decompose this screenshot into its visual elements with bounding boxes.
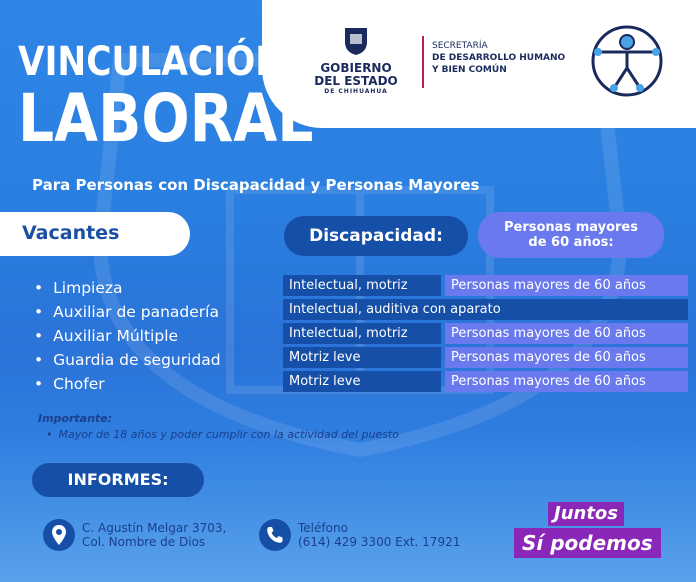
secretaria-line-2: DE DESARROLLO HUMANO <box>432 53 566 63</box>
gov-line-3: DE CHIHUAHUA <box>324 88 388 95</box>
title-line-2: LABORAL <box>18 80 314 157</box>
vacante-item: • Limpieza <box>34 276 221 300</box>
logo-divider <box>422 36 424 88</box>
discapacidad-cell: Motriz leve <box>283 347 441 368</box>
mayores-cell: Personas mayores de 60 años <box>445 347 688 368</box>
address-line-2: Col. Nombre de Dios <box>82 535 206 549</box>
mayores-cell: Personas mayores de 60 años <box>445 371 688 392</box>
phone-icon <box>258 518 292 552</box>
gov-logo <box>306 26 406 95</box>
gov-line-2: DEL ESTADO <box>314 74 398 88</box>
vacante-item: • Chofer <box>34 372 221 396</box>
mayores-header <box>478 212 664 258</box>
secretaria-text <box>432 40 565 76</box>
accessibility-icon <box>588 22 666 100</box>
mayores-cell: Personas mayores de 60 años <box>445 323 688 344</box>
subtitle: Para Personas con Discapacidad y Personas Mayores <box>32 176 480 194</box>
slogan <box>510 502 666 562</box>
phone <box>298 521 460 549</box>
slogan-line-1: Juntos <box>548 502 624 526</box>
discapacidad-cell: Intelectual, motriz <box>283 275 441 296</box>
discapacidad-cell: Intelectual, auditiva con aparato <box>283 299 688 320</box>
importante-label: Importante: <box>38 412 113 425</box>
location-pin-icon <box>42 518 76 552</box>
address <box>82 521 226 549</box>
slogan-line-2: Sí podemos <box>514 528 661 558</box>
vacantes-header <box>0 212 190 256</box>
discapacidad-cell: Intelectual, motriz <box>283 323 441 344</box>
vacantes-list <box>34 276 221 396</box>
mayores-cell: Personas mayores de 60 años <box>445 275 688 296</box>
secretaria-line-3: Y BIEN COMÚN <box>432 65 507 75</box>
vacante-item: • Auxiliar de panadería <box>34 300 221 324</box>
importante-item: • Mayor de 18 años y poder cumplir con la actividad del puesto <box>46 428 399 441</box>
discapacidad-cell: Motriz leve <box>283 371 441 392</box>
mayores-header-line-2: de 60 años: <box>528 235 614 250</box>
vacantes-label: Vacantes <box>22 222 120 244</box>
mayores-header-line-1: Personas mayores <box>503 220 638 235</box>
discapacidad-header: Discapacidad: <box>284 216 468 256</box>
vacante-item: • Auxiliar Múltiple <box>34 324 221 348</box>
phone-number: (614) 429 3300 Ext. 17921 <box>298 535 461 549</box>
title-line-1: VINCULACIÓN <box>18 39 285 85</box>
gov-shield-icon <box>343 26 369 56</box>
phone-label: Teléfono <box>298 521 348 535</box>
vacante-item: • Guardia de seguridad <box>34 348 221 372</box>
gov-line-1: GOBIERNO <box>320 61 392 75</box>
informes-header: INFORMES: <box>32 463 204 497</box>
secretaria-line-1: SECRETARÍA <box>432 41 488 51</box>
address-line-1: C. Agustín Melgar 3703, <box>82 521 227 535</box>
